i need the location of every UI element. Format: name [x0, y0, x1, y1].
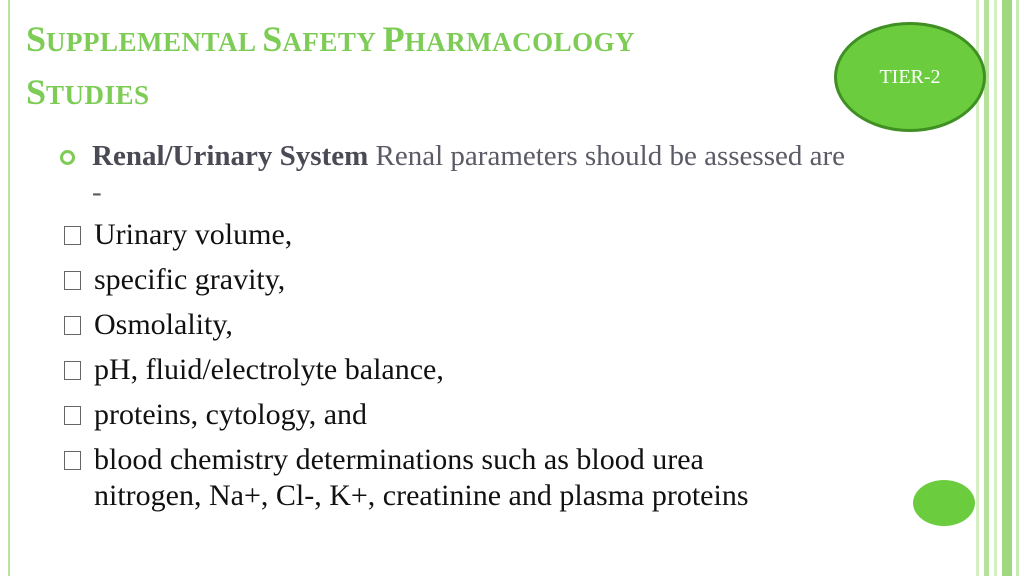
checkbox-glyph-icon	[64, 271, 81, 290]
title-text: HARMACOLOGY	[404, 27, 636, 57]
stripe	[994, 0, 997, 576]
lead-text: Renal parameters should be assessed are -	[92, 140, 845, 208]
tier-badge-label: TIER-2	[879, 65, 941, 88]
checkbox-glyph-icon	[64, 361, 81, 380]
list-item	[60, 217, 860, 253]
checkbox-glyph-icon	[64, 406, 81, 425]
list-item-text: blood chemistry determinations such as blood urea	[94, 443, 704, 476]
ring-bullet-icon	[60, 150, 75, 165]
decorative-green-dot	[913, 480, 975, 526]
lead-paragraph	[60, 138, 860, 210]
title-cap: S	[262, 19, 283, 59]
page-title	[26, 14, 816, 120]
list-item	[60, 307, 860, 343]
list-item	[60, 262, 860, 298]
title-cap: S	[26, 19, 47, 59]
title-cap: S	[26, 72, 47, 112]
checkbox-glyph-icon	[64, 451, 81, 470]
list-item-text-continued: nitrogen, Na+, Cl-, K+, creatinine and plasma proteins	[94, 479, 749, 512]
list-item-text: proteins, cytology, and	[94, 398, 368, 431]
list-item-text: pH, fluid/electrolyte balance,	[94, 353, 444, 386]
list-item-text: Osmolality,	[94, 308, 233, 341]
list-item	[60, 397, 860, 433]
checkbox-glyph-icon	[64, 316, 81, 335]
lead-heading: Renal/Urinary System	[92, 140, 369, 172]
list-item-text: specific gravity,	[94, 263, 286, 296]
title-text: UPPLEMENTAL	[46, 27, 263, 57]
parameter-list	[60, 217, 860, 514]
left-border-line	[8, 0, 10, 576]
tier-badge	[834, 22, 986, 132]
title-text: TUDIES	[46, 80, 150, 110]
slide-content	[60, 138, 860, 523]
list-item-text: Urinary volume,	[94, 218, 293, 251]
checkbox-glyph-icon	[64, 226, 81, 245]
title-cap: P	[382, 19, 405, 59]
title-text: AFETY	[282, 27, 383, 57]
stripe	[1002, 0, 1012, 576]
stripe	[1016, 0, 1019, 576]
list-item	[60, 352, 860, 388]
list-item	[60, 442, 860, 514]
